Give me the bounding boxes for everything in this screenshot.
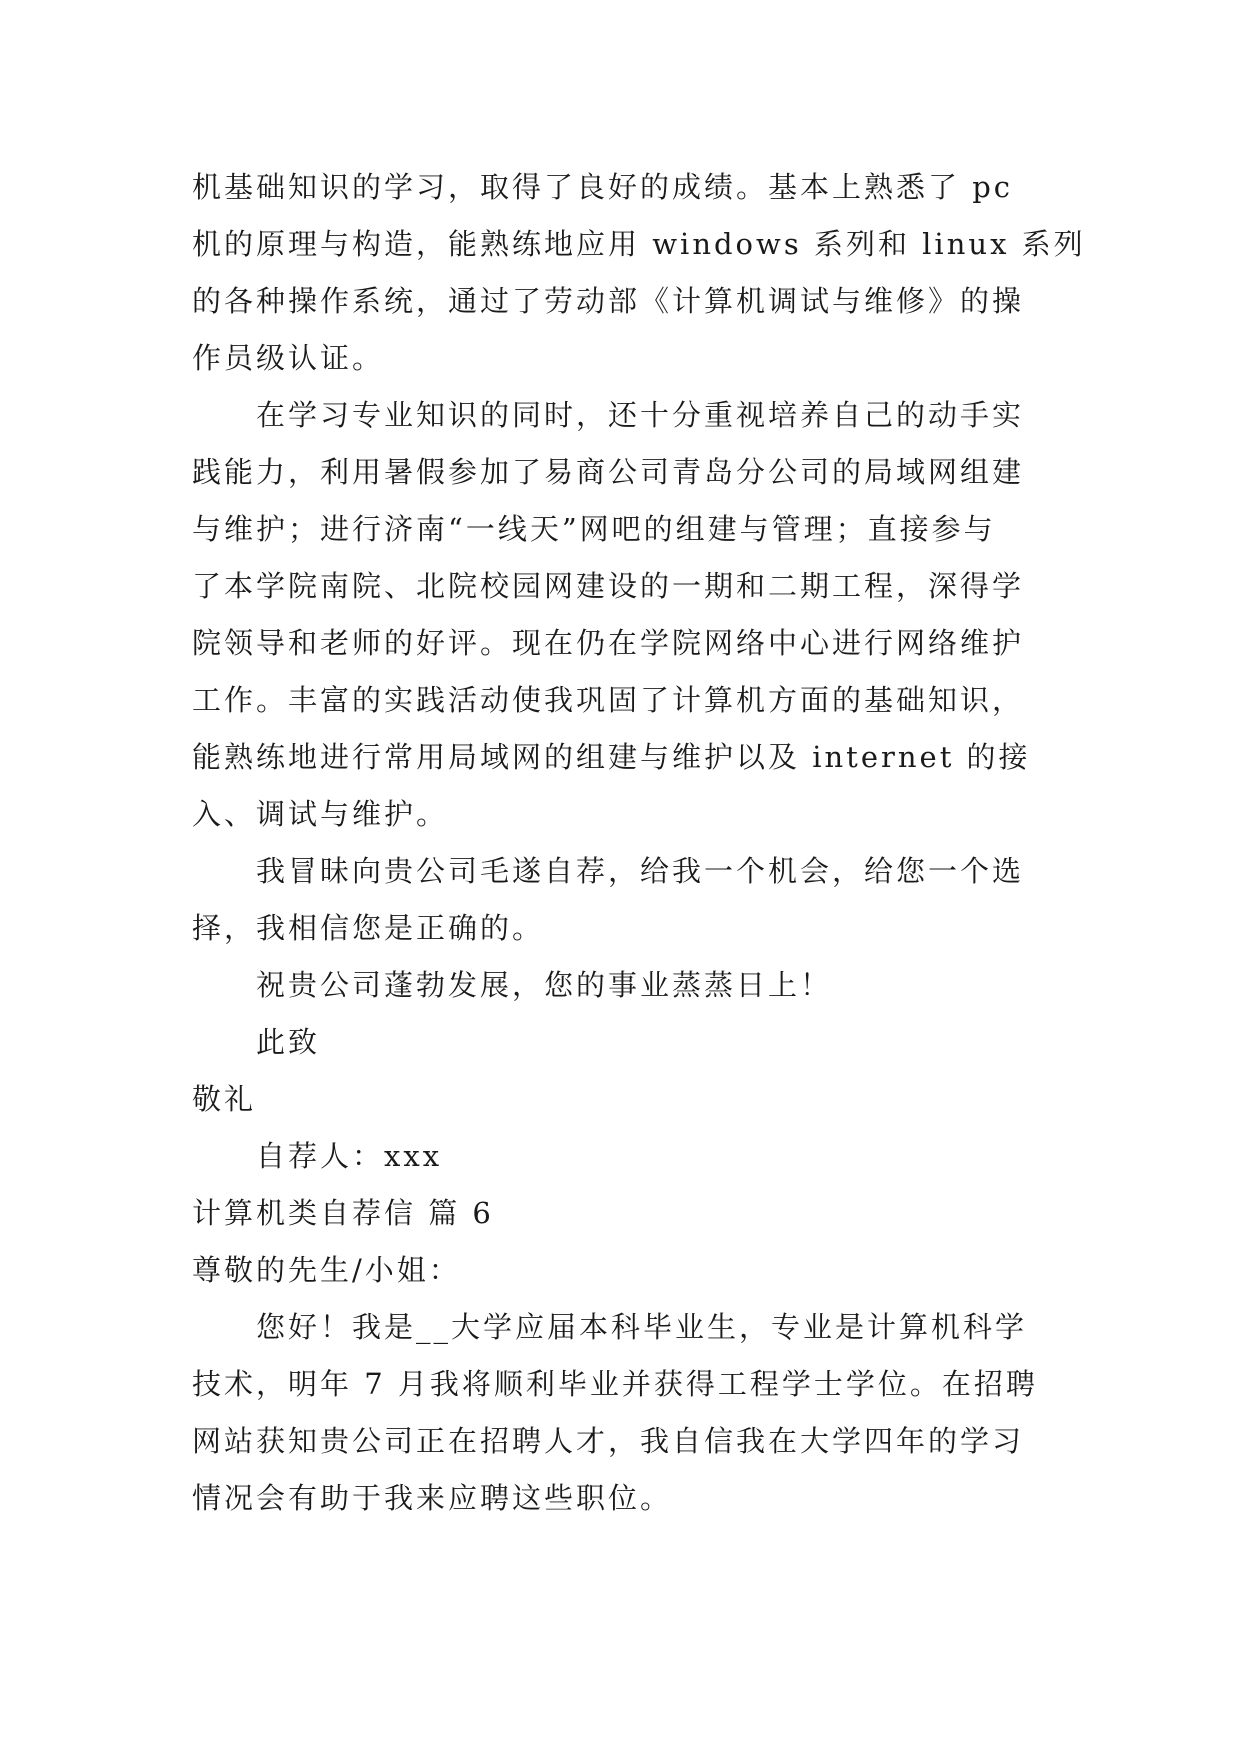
body-line: 践能力，利用暑假参加了易商公司青岛分公司的局域网组建 [192,455,1025,489]
paragraph-start-line: 在学习专业知识的同时，还十分重视培养自己的动手实 [256,398,1025,432]
body-line: 工作。丰富的实践活动使我巩固了计算机方面的基础知识， [192,683,1025,717]
body-line: 择，我相信您是正确的。 [192,911,545,945]
body-line: 机基础知识的学习，取得了良好的成绩。基本上熟悉了 pc [192,170,1014,204]
body-line: 与维护；进行济南“一线天”网吧的组建与管理；直接参与 [192,512,996,546]
body-line: 机的原理与构造，能熟练地应用 windows 系列和 linux 系列 [192,227,1086,261]
signature-line: 自荐人：xxx [256,1139,443,1173]
paragraph-start-line: 我冒昧向贵公司毛遂自荐，给我一个机会，给您一个选 [256,854,1025,888]
greeting-line: 尊敬的先生/小姐： [192,1253,461,1287]
body-line: 作员级认证。 [192,341,385,375]
body-line: 的各种操作系统，通过了劳动部《计算机调试与维修》的操 [192,284,1025,318]
body-line: 院领导和老师的好评。现在仍在学院网络中心进行网络维护 [192,626,1025,660]
body-line: 能熟练地进行常用局域网的组建与维护以及 internet 的接 [192,740,1031,774]
body-line: 了本学院南院、北院校园网建设的一期和二期工程，深得学 [192,569,1025,603]
closing-salutation: 此致 [256,1025,321,1059]
closing-regards: 敬礼 [192,1082,257,1116]
body-line: 入、调试与维护。 [192,797,449,831]
body-line: 技术，明年 7 月我将顺利毕业并获得工程学士学位。在招聘 [192,1367,1038,1401]
closing-wish: 祝贵公司蓬勃发展，您的事业蒸蒸日上！ [256,968,833,1002]
paragraph-start-line: 您好！我是__大学应届本科毕业生，专业是计算机科学 [256,1310,1028,1344]
body-line: 网站获知贵公司正在招聘人才，我自信我在大学四年的学习 [192,1424,1025,1458]
body-line: 情况会有助于我来应聘这些职位。 [192,1481,673,1515]
section-heading: 计算机类自荐信 篇 6 [192,1196,494,1230]
